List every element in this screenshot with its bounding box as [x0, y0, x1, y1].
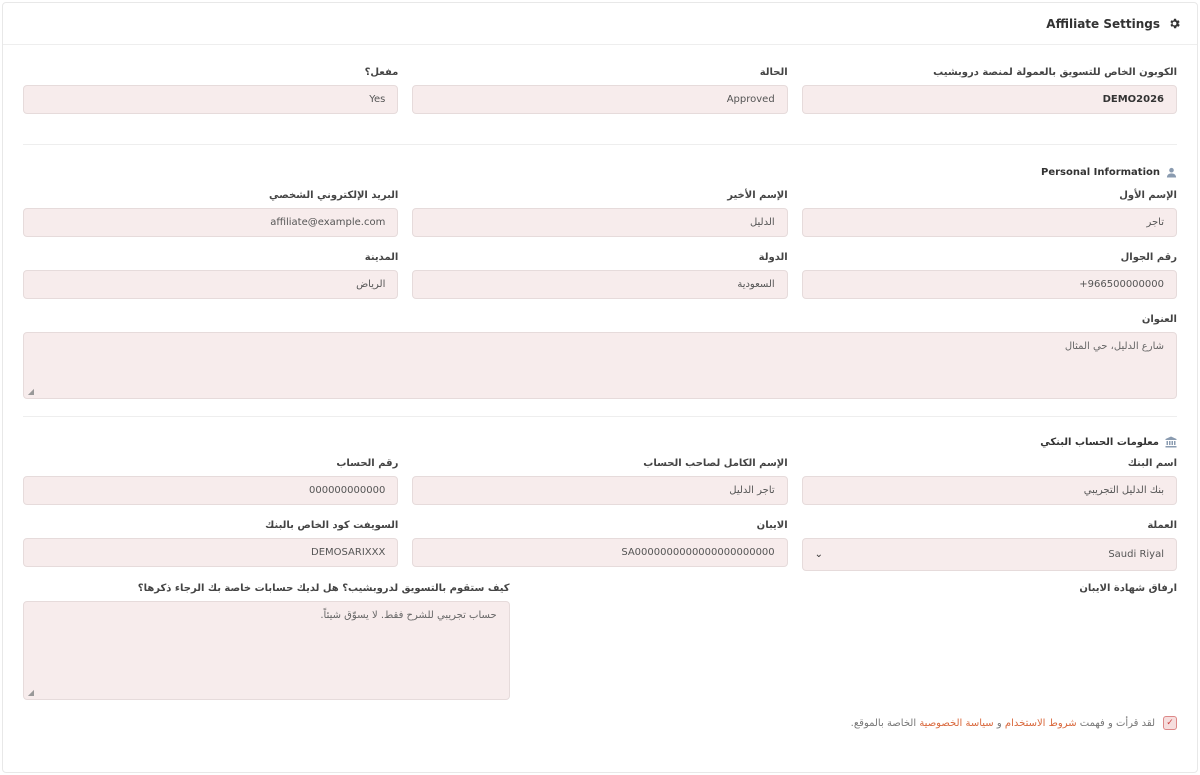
terms-of-use-link[interactable]: شروط الاستخدام	[1004, 717, 1077, 729]
bank-section-title	[23, 432, 1177, 452]
iban-input[interactable]: SA0000000000000000000000	[412, 538, 787, 567]
resize-handle-icon[interactable]: ◢	[27, 688, 34, 697]
enabled-field	[23, 65, 398, 114]
terms-prefix: لقد قرأت و فهمت	[1079, 717, 1155, 729]
currency-select[interactable]	[802, 538, 1177, 571]
divider	[23, 416, 1177, 417]
card-header	[3, 3, 1197, 45]
city-input[interactable]: الرياض	[23, 270, 398, 299]
personal-title: Personal Information	[1041, 166, 1160, 178]
holder-label: الإسم الكامل لصاحب الحساب	[643, 458, 788, 469]
mobile-label: رقم الجوال	[1120, 252, 1177, 263]
currency-value: Saudi Riyal	[1108, 549, 1164, 560]
status-field	[412, 65, 787, 114]
coupon-label: الكوبون الخاص للتسويق بالعمولة لمنصة دروبشيب	[933, 67, 1177, 78]
bank-name-label: اسم البنك	[1127, 458, 1177, 469]
marketing-value: حساب تجريبي للشرح فقط. لا يسوّق شيئاً.	[320, 610, 497, 621]
holder-input[interactable]: تاجر الدليل	[412, 476, 787, 505]
page-title: Affiliate Settings	[1046, 16, 1160, 31]
marketing-label: كيف ستقوم بالتسويق لدروبشيب؟ هل لديك حسابات خاصة بك الرجاء ذكرها؟	[137, 583, 510, 594]
divider	[23, 144, 1177, 145]
marketing-textarea[interactable]	[23, 601, 510, 700]
first-name-input[interactable]: تاجر	[802, 208, 1177, 237]
city-label: المدينة	[364, 252, 399, 263]
user-icon	[1166, 167, 1177, 178]
terms-checkbox[interactable]: ✓	[1163, 716, 1177, 730]
terms-and: و	[996, 717, 1002, 729]
currency-label: العملة	[1147, 520, 1177, 531]
swift-label: السويفت كود الخاص بالبنك	[265, 520, 399, 531]
terms-suffix: الخاصة بالموقع.	[850, 717, 917, 729]
gear-icon	[1168, 17, 1181, 30]
status-input[interactable]: Approved	[412, 85, 787, 114]
bank-icon	[1165, 436, 1177, 448]
iban-label: الايبان	[756, 520, 788, 531]
enabled-input[interactable]: Yes	[23, 85, 398, 114]
address-textarea[interactable]	[23, 332, 1177, 399]
address-value: شارع الدليل، حي المثال	[1064, 341, 1164, 352]
coupon-field	[802, 65, 1177, 114]
account-number-input[interactable]: 000000000000	[23, 476, 398, 505]
chevron-down-icon: ⌄	[814, 549, 824, 560]
affiliate-settings-card	[2, 2, 1198, 773]
first-name-label: الإسم الأول	[1119, 190, 1177, 201]
email-input[interactable]: affiliate@example.com	[23, 208, 398, 237]
account-number-label: رقم الحساب	[336, 458, 399, 469]
iban-certificate-label: ارفاق شهادة الايبان	[1079, 583, 1177, 594]
address-label: العنوان	[1141, 314, 1177, 325]
mobile-input[interactable]: 966500000000+	[802, 270, 1177, 299]
email-label: البريد الإلكتروني الشخصي	[268, 190, 399, 201]
terms-row	[23, 716, 1177, 730]
status-label: الحالة	[759, 67, 788, 78]
coupon-input[interactable]: DEMO2026	[802, 85, 1177, 114]
bank-name-input[interactable]: بنك الدليل التجريبي	[802, 476, 1177, 505]
last-name-input[interactable]: الدليل	[412, 208, 787, 237]
enabled-label: مفعل؟	[364, 67, 399, 78]
country-input[interactable]: السعودية	[412, 270, 787, 299]
personal-section-title	[23, 162, 1177, 182]
privacy-policy-link[interactable]: سياسة الخصوصية	[919, 717, 994, 729]
swift-input[interactable]: DEMOSARIXXX	[23, 538, 398, 567]
last-name-label: الإسم الأخير	[727, 190, 788, 201]
bank-title: معلومات الحساب البنكي	[1040, 436, 1159, 448]
country-label: الدولة	[758, 252, 788, 263]
resize-handle-icon[interactable]: ◢	[27, 387, 34, 396]
